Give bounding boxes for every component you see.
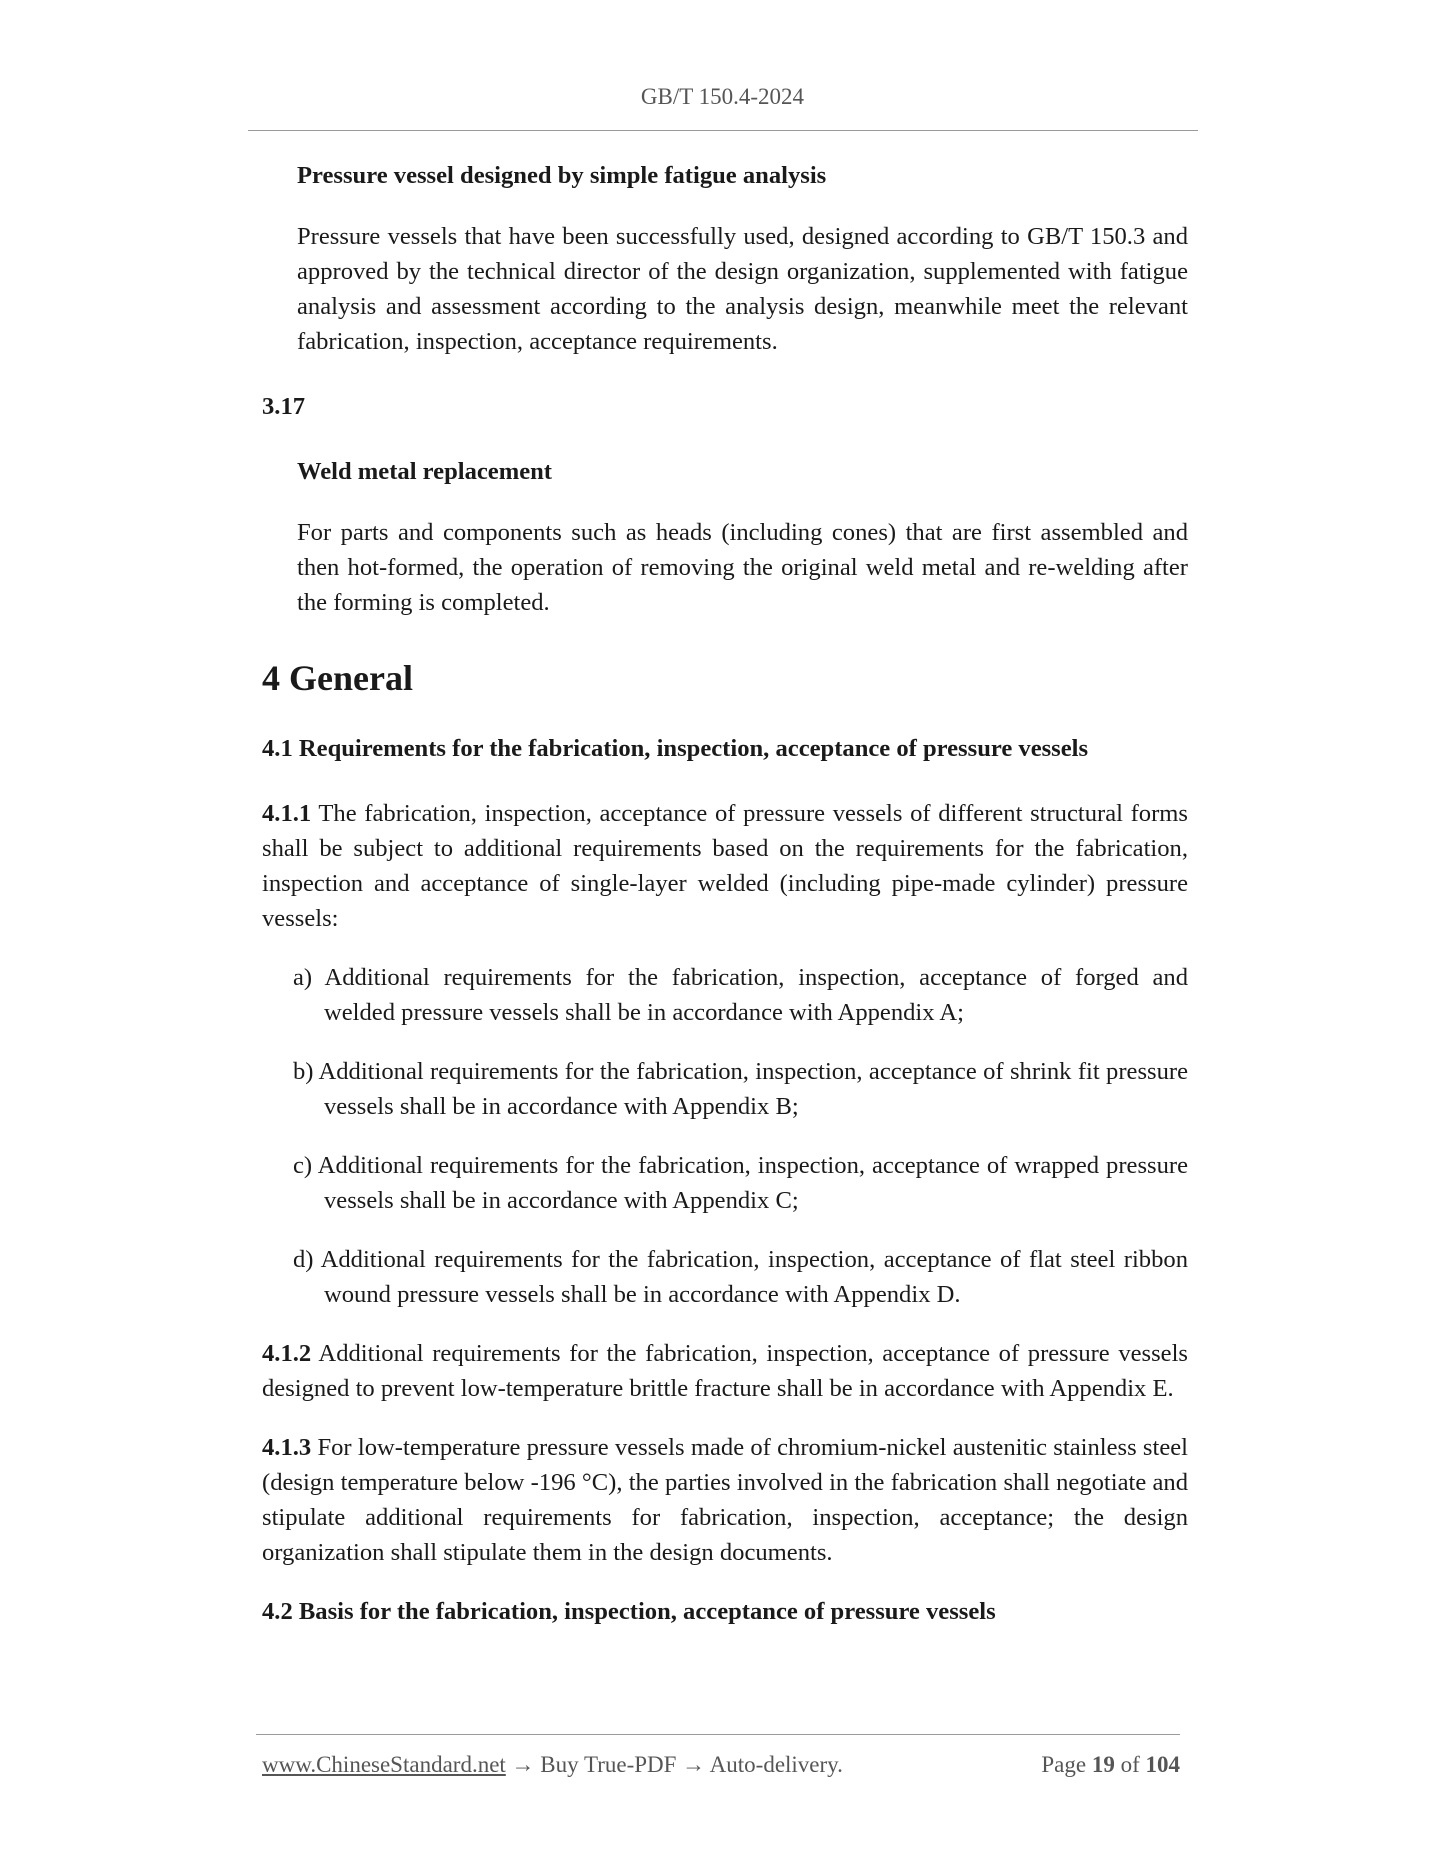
clause-4-1-1-text: The fabrication, inspection, acceptance of pressure vessels of different structural forms shall be subject to additional requirements based on the requirements for the fabrication, inspection and acceptance of single-layer welded (including pipe-made cylinder) pressure vessels: [262,800,1188,932]
page-content [262,158,1188,1629]
page-indicator [1041,1752,1180,1778]
term-3-17-title: Weld metal replacement [297,458,552,485]
list-item-c: c) Additional requirements for the fabrication, inspection, acceptance of wrapped pressure vessels shall be in accordance with Appendix C; [293,1152,1188,1214]
current-page-number: 19 [1091,1752,1115,1777]
term-3-17-number: 3.17 [262,393,306,420]
term-3-16-definition: Pressure vessels that have been successfully used, designed according to GB/T 150.3 and approved by the technical director of the design organization, supplemented with fatigue analysis and assessment according to the analysis design, meanwhile meet the relevant fabrication, inspection, acceptance requirements. [297,223,1188,355]
list-item-d: d) Additional requirements for the fabrication, inspection, acceptance of flat steel ribbon wound pressure vessels shall be in accordance with Appendix D. [293,1246,1188,1308]
page-header: GB/T 150.4-2024 [640,84,805,109]
header-divider [248,130,1198,131]
page-label: Page [1041,1752,1092,1777]
total-page-count: 104 [1145,1752,1180,1777]
list-item-a: a) Additional requirements for the fabrication, inspection, acceptance of forged and welded pressure vessels shall be in accordance with Appendix A; [293,964,1188,1026]
footer-promo-text: → Buy True-PDF → Auto-delivery. [505,1752,843,1777]
clause-4-1-3-number: 4.1.3 [262,1434,312,1461]
footer-promo [262,1752,843,1778]
list-item-b: b) Additional requirements for the fabrication, inspection, acceptance of shrink fit pressure vessels shall be in accordance with Appendix B; [293,1058,1188,1120]
clause-4-1-3 [262,1430,1188,1570]
clause-4-1-3-text: For low-temperature pressure vessels made of chromium-nickel austenitic stainless steel (design temperature below -196 °C), the parties involved in the fabrication shall negotiate and stipulate additional requirements for fabrication, inspection, acceptance; the design organization shall stipulate them in the design documents. [262,1434,1188,1566]
clause-4-1-1-number: 4.1.1 [262,800,312,827]
section-4-heading: 4 General [262,658,413,698]
subsection-4-2-heading: 4.2 Basis for the fabrication, inspection, acceptance of pressure vessels [262,1598,996,1625]
footer-divider [256,1734,1180,1735]
term-3-16-title: Pressure vessel designed by simple fatigue analysis [297,162,827,189]
subsection-4-1-heading: 4.1 Requirements for the fabrication, inspection, acceptance of pressure vessels [262,735,1089,762]
chinesestandard-link[interactable]: www.ChineseStandard.net [262,1752,506,1777]
clause-4-1-2-text: Additional requirements for the fabrication, inspection, acceptance of pressure vessels designed to prevent low-temperature brittle fracture shall be in accordance with Appendix E. [262,1340,1188,1402]
page-of-label: of [1114,1752,1146,1777]
clause-4-1-1 [262,796,1188,936]
term-3-17-definition: For parts and components such as heads (including cones) that are first assembled and then hot-formed, the operation of removing the original weld metal and re-welding after the forming is completed. [297,519,1188,616]
clause-4-1-2 [262,1336,1188,1406]
clause-4-1-2-number: 4.1.2 [262,1340,312,1367]
